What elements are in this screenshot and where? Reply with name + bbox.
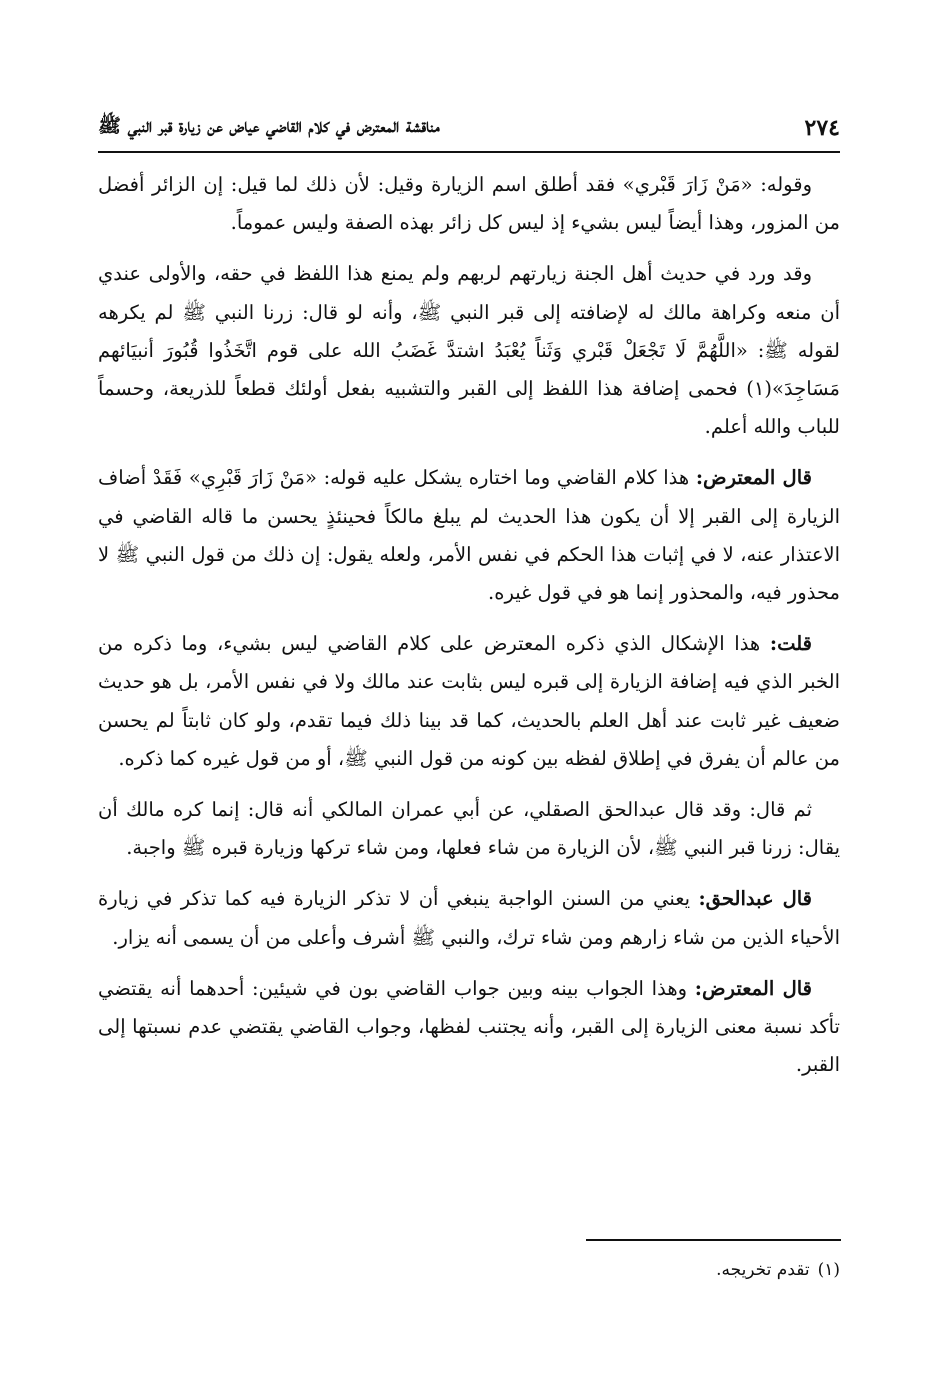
page-header [98,108,840,148]
paragraph-text: وقوله: «مَنْ زَارَ قَبْري» فقد أطلق اسم الزيارة وقيل: لأن ذلك لما قيل: إن الزائر أفضل من المزور، وهذا أيضاً ليس بشيء إذ ليس كل زائر بهذه الصفة وليس عموماً. [98,173,840,235]
page-number: ٢٧٤ [804,115,840,141]
main-text [98,166,840,1097]
header-rule [98,151,840,153]
paragraph-4 [98,625,840,778]
paragraph-6 [98,880,840,956]
footnote [98,1256,840,1284]
paragraph-text: هذا كلام القاضي وما اختاره يشكل عليه قوله: «مَنْ زَارَ قَبْرِي» فَقَدْ أضاف الزيارة إلى القبر إلا أن يكون هذا الحديث لم يبلغ مالكاً فحينئذٍ يحسن ما قاله القاضي في الاعتذار عنه، لا في إثبات هذا الحكم في نفس الأمر، ولعله يقول: إن ذلك من قول النبي ﷺ لا محذور فيه، والمحذور إنما هو في قول غيره. [98,466,840,605]
paragraph-text: وقد ورد في حديث أهل الجنة زيارتهم لربهم ولم يمنع هذا اللفظ في حقه، والأولى عندي أن منعه وكراهة مالك له لإضافته إلى قبر النبي ﷺ، وأنه لو قال: زرنا النبي ﷺ لم يكرهه لقوله ﷺ: «اللَّهُمَّ لَا تَجْعَلْ قَبْري وَثَناً يُعْبَدُ اشتدَّ غَضَبُ الله على قوم اتَّخَذُوا قُبُورَ أنبيَائهم مَسَاجِدَ»(١) فحمى إضافة هذا اللفظ إلى القبر والتشبيه بفعل أولئك قطعاً للذريعة، وحسماً للباب والله أعلم. [98,262,840,439]
paragraph-text: هذا الإشكال الذي ذكره المعترض على كلام القاضي ليس بشيء، وما ذكره من الخبر الذي فيه إضافة الزيارة إلى قبره ليس بثابت عند مالك ولا في نفس الأمر، بل هو حديث ضعيف غير ثابت عند أهل العلم بالحديث، كما قد بينا ذلك فيما تقدم، ولو كان ثابتاً لم يحسن من عالم أن يفرق في إطلاق لفظه بين كونه من قول النبي ﷺ، أو من قول غيره كما ذكره. [98,632,840,770]
footnote-text: تقدم تخريجه. [716,1260,810,1280]
paragraph-2 [98,255,840,446]
paragraph-3 [98,459,840,612]
paragraph-text: يعني من السنن الواجبة ينبغي أن لا تذكر الزيارة فيه كما تذكر في زيارة الأحياء الذين من شاء زارهم ومن شاء ترك، والنبي ﷺ أشرف وأعلى من أن يسمى أنه يزار. [98,887,840,949]
paragraph-7 [98,970,840,1085]
paragraph-lead: قال المعترض: [695,466,812,490]
paragraph-lead: قلت: [769,632,812,656]
paragraph-text: ثم قال: وقد قال عبدالحق الصقلي، عن أبي عمران المالكي أنه قال: إنما كره مالك أن يقال: زرنا قبر النبي ﷺ، لأن الزيارة من شاء فعلها، ومن شاء تركها وزيارة قبره ﷺ واجبة. [98,798,840,860]
paragraph-5 [98,791,840,867]
paragraph-lead: قال عبدالحق: [698,887,812,911]
paragraph-text: وهذا الجواب بينه وبين جواب القاضي بون في شيئين: أحدهما أنه يقتضي تأكد نسبة معنى الزيارة إلى القبر، وأنه يجتنب لفظها، وجواب القاضي يقتضي عدم نسبتها إلى القبر. [98,976,840,1077]
running-title: مناقشة المعترض في كلام القاضي عياض عن زيارة قبر النبي ﷺ [98,115,440,137]
footnote-number: (١) [817,1260,840,1280]
paragraph-lead: قال المعترض: [694,976,812,1000]
footnote-rule [586,1239,841,1241]
paragraph-1 [98,166,840,242]
